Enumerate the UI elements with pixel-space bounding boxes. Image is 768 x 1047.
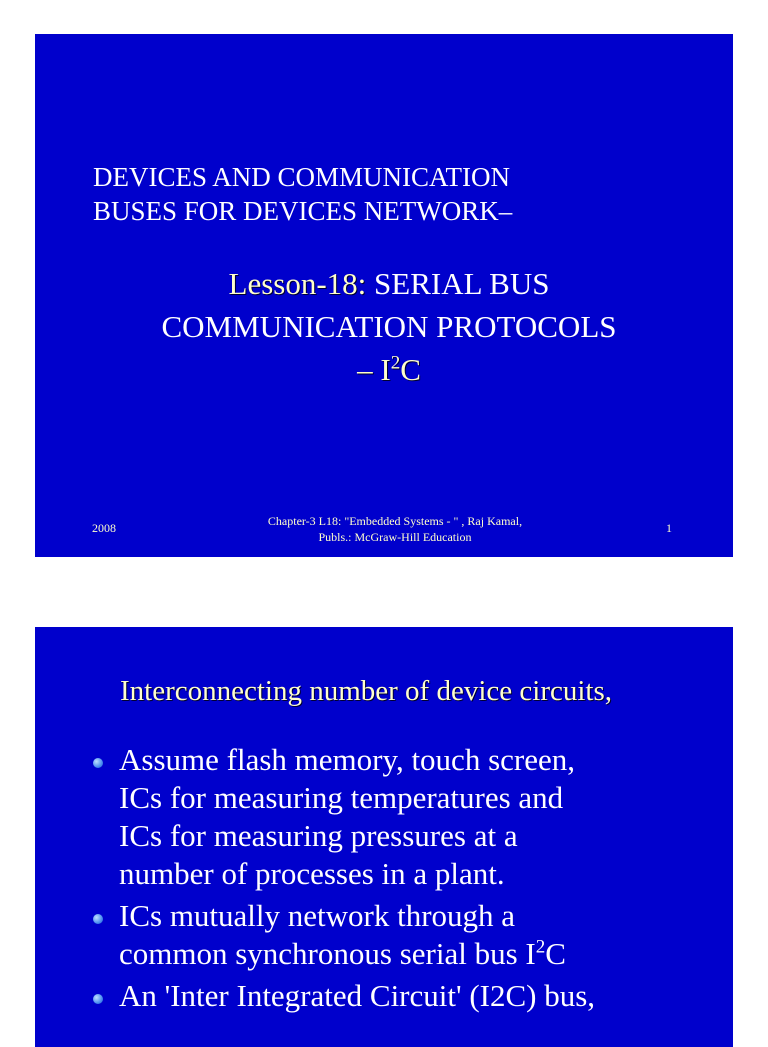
bullet-text-suffix: C <box>545 936 566 971</box>
footer-page-number: 1 <box>666 521 672 535</box>
lesson-title-text: SERIAL BUS <box>366 266 550 301</box>
citation-line: Chapter-3 L18: "Embedded Systems - " , Raj Kamal, <box>267 514 523 528</box>
bullet-dot-icon <box>93 914 103 924</box>
heading-line: DEVICES AND COMMUNICATION <box>93 162 511 192</box>
lesson-title-line-3 <box>35 348 743 391</box>
bullet-item <box>119 897 719 973</box>
bullet-line: number of processes in a plant. <box>119 856 505 891</box>
bullet-line: ICs for measuring pressures at a <box>119 818 518 853</box>
title-prefix: – I <box>357 352 391 387</box>
bullet-line: ICs for measuring temperatures and <box>119 780 564 815</box>
bullet-dot-icon <box>93 758 103 768</box>
bullet-dot-icon <box>93 994 103 1004</box>
heading-line: BUSES FOR DEVICES NETWORK– <box>93 196 513 226</box>
bullet-line: An 'Inter Integrated Circuit' (I2C) bus, <box>119 978 596 1013</box>
bullet-list <box>119 741 719 1019</box>
chapter-heading <box>93 160 713 228</box>
title-suffix: C <box>400 352 421 387</box>
footer-citation <box>205 513 585 545</box>
footer-year: 2008 <box>92 521 116 535</box>
bullet-text: common synchronous serial bus I <box>119 936 536 971</box>
bullet-superscript: 2 <box>535 936 546 958</box>
title-slide <box>35 34 733 557</box>
lesson-title-line-2: COMMUNICATION PROTOCOLS <box>161 309 617 344</box>
bullet-line: ICs mutually network through a <box>119 898 516 933</box>
slide-intro: Interconnecting number of device circuits, <box>120 675 612 707</box>
lesson-title <box>35 262 743 391</box>
content-slide <box>35 627 733 1047</box>
title-superscript: 2 <box>390 352 401 374</box>
lesson-title-line-1 <box>35 262 743 305</box>
bullet-line <box>119 935 719 973</box>
bullet-item <box>119 741 719 893</box>
lesson-label: Lesson-18: <box>228 266 367 301</box>
bullet-item <box>119 977 719 1015</box>
citation-line: Publs.: McGraw-Hill Education <box>318 530 472 544</box>
bullet-line: Assume flash memory, touch screen, <box>119 742 575 777</box>
